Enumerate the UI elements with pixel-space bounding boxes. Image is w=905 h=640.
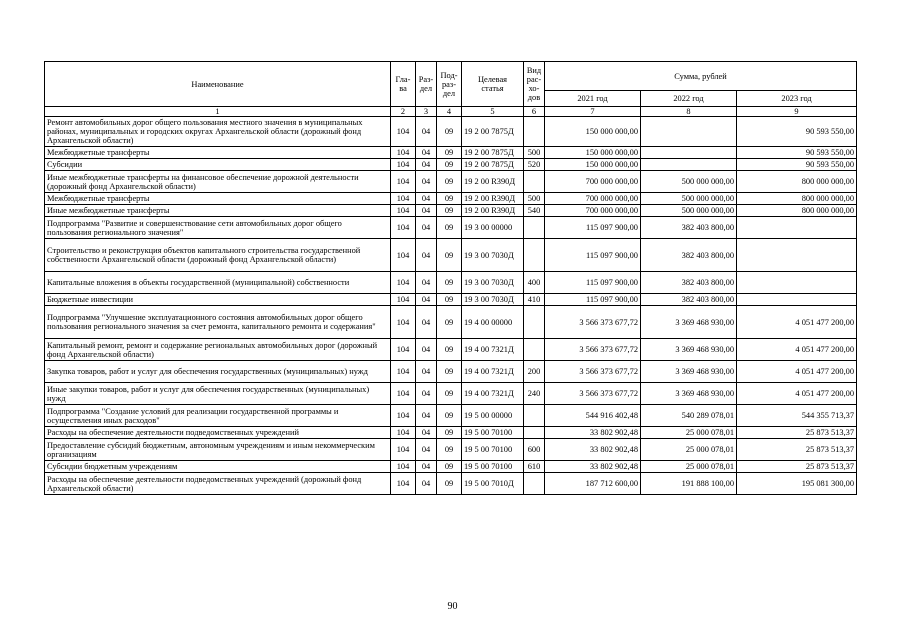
column-number: 5: [462, 107, 524, 117]
row-amount-2021: 3 566 373 677,72: [545, 339, 641, 361]
row-vid: [524, 117, 545, 147]
row-name: Подпрограмма "Развитие и совершенствование сети автомобильных дорог общего пользования регионального значения": [45, 217, 391, 239]
row-glava: 104: [391, 361, 416, 383]
row-name: Субсидии: [45, 159, 391, 171]
row-razdel: 04: [416, 193, 437, 205]
row-glava: 104: [391, 239, 416, 272]
header-glava: Гла- ва: [391, 62, 416, 107]
row-amount-2021: 115 097 900,00: [545, 294, 641, 306]
row-podrazdel: 09: [437, 117, 462, 147]
row-vid: 410: [524, 294, 545, 306]
row-vid: [524, 427, 545, 439]
row-glava: 104: [391, 405, 416, 427]
row-vid: [524, 405, 545, 427]
table-row: [45, 339, 857, 361]
row-vid: 200: [524, 361, 545, 383]
row-amount-2023: 4 051 477 200,00: [737, 361, 857, 383]
row-vid: 400: [524, 272, 545, 294]
row-amount-2023: 90 593 550,00: [737, 147, 857, 159]
row-glava: 104: [391, 294, 416, 306]
row-amount-2023: 90 593 550,00: [737, 159, 857, 171]
row-amount-2021: 150 000 000,00: [545, 117, 641, 147]
row-vid: [524, 473, 545, 495]
row-razdel: 04: [416, 439, 437, 461]
row-amount-2022: 382 403 800,00: [641, 272, 737, 294]
row-amount-2022: 3 369 468 930,00: [641, 306, 737, 339]
row-name: Расходы на обеспечение деятельности подведомственных учреждений (дорожный фонд Архангельской области): [45, 473, 391, 495]
row-amount-2022: 3 369 468 930,00: [641, 361, 737, 383]
row-amount-2023: 800 000 000,00: [737, 193, 857, 205]
row-target: 19 2 00 7875Д: [462, 159, 524, 171]
row-podrazdel: 09: [437, 171, 462, 193]
row-amount-2022: 3 369 468 930,00: [641, 383, 737, 405]
row-podrazdel: 09: [437, 405, 462, 427]
row-amount-2021: 187 712 600,00: [545, 473, 641, 495]
row-name: Бюджетные инвестиции: [45, 294, 391, 306]
row-amount-2021: 700 000 000,00: [545, 171, 641, 193]
row-amount-2021: 3 566 373 677,72: [545, 383, 641, 405]
row-name: Ремонт автомобильных дорог общего пользования местного значения в муниципальных районах, муниципальных и городских округах Архангельской области (дорожный фонд Архангельской области): [45, 117, 391, 147]
row-razdel: 04: [416, 217, 437, 239]
table-row: [45, 361, 857, 383]
row-name: Капитальные вложения в объекты государственной (муниципальной) собственности: [45, 272, 391, 294]
row-target: 19 5 00 7010Д: [462, 473, 524, 495]
row-razdel: 04: [416, 361, 437, 383]
row-podrazdel: 09: [437, 339, 462, 361]
table-row: [45, 147, 857, 159]
header-year-2022: 2022 год: [641, 91, 737, 107]
row-amount-2022: 25 000 078,01: [641, 461, 737, 473]
table-row: [45, 159, 857, 171]
row-vid: [524, 306, 545, 339]
row-target: 19 4 00 7321Д: [462, 339, 524, 361]
row-glava: 104: [391, 383, 416, 405]
table-row: [45, 383, 857, 405]
row-name: Подпрограмма "Создание условий для реализации государственной программы и осуществления иных расходов": [45, 405, 391, 427]
row-amount-2022: 382 403 800,00: [641, 239, 737, 272]
header-sum: Сумма, рублей: [545, 62, 857, 91]
row-vid: [524, 339, 545, 361]
row-glava: 104: [391, 461, 416, 473]
row-podrazdel: 09: [437, 272, 462, 294]
row-amount-2021: 115 097 900,00: [545, 239, 641, 272]
row-razdel: 04: [416, 339, 437, 361]
row-glava: 104: [391, 427, 416, 439]
row-amount-2022: 540 289 078,01: [641, 405, 737, 427]
row-name: Расходы на обеспечение деятельности подведомственных учреждений: [45, 427, 391, 439]
table-row: [45, 473, 857, 495]
row-glava: 104: [391, 339, 416, 361]
row-vid: 610: [524, 461, 545, 473]
row-podrazdel: 09: [437, 306, 462, 339]
row-amount-2023: 800 000 000,00: [737, 205, 857, 217]
header-target: Целевая статья: [462, 62, 524, 107]
column-number: 4: [437, 107, 462, 117]
row-name: Закупка товаров, работ и услуг для обеспечения государственных (муниципальных) нужд: [45, 361, 391, 383]
row-amount-2023: [737, 239, 857, 272]
row-razdel: 04: [416, 294, 437, 306]
row-podrazdel: 09: [437, 473, 462, 495]
table-row: [45, 117, 857, 147]
row-amount-2021: 150 000 000,00: [545, 159, 641, 171]
row-target: 19 5 00 70100: [462, 439, 524, 461]
table-row: [45, 205, 857, 217]
row-amount-2022: 191 888 100,00: [641, 473, 737, 495]
row-amount-2022: [641, 147, 737, 159]
table-row: [45, 239, 857, 272]
row-name: Капитальный ремонт, ремонт и содержание региональных автомобильных дорог (дорожный фонд Архангельской области): [45, 339, 391, 361]
table-row: [45, 217, 857, 239]
row-target: 19 5 00 70100: [462, 461, 524, 473]
row-amount-2022: 3 369 468 930,00: [641, 339, 737, 361]
row-podrazdel: 09: [437, 439, 462, 461]
row-target: 19 2 00 7875Д: [462, 147, 524, 159]
row-amount-2023: 4 051 477 200,00: [737, 383, 857, 405]
column-number: 7: [545, 107, 641, 117]
row-vid: [524, 239, 545, 272]
row-name: Межбюджетные трансферты: [45, 147, 391, 159]
row-amount-2021: 115 097 900,00: [545, 217, 641, 239]
row-vid: [524, 217, 545, 239]
row-amount-2023: 4 051 477 200,00: [737, 339, 857, 361]
row-podrazdel: 09: [437, 427, 462, 439]
row-razdel: 04: [416, 117, 437, 147]
row-target: 19 4 00 00000: [462, 306, 524, 339]
row-amount-2023: 25 873 513,37: [737, 461, 857, 473]
row-razdel: 04: [416, 383, 437, 405]
row-amount-2023: [737, 217, 857, 239]
table-row: [45, 461, 857, 473]
row-name: Подпрограмма "Улучшение эксплуатационного состояния автомобильных дорог общего пользования регионального значения за счет ремонта, капитального ремонта и содержания": [45, 306, 391, 339]
row-podrazdel: 09: [437, 239, 462, 272]
row-vid: 540: [524, 205, 545, 217]
row-razdel: 04: [416, 205, 437, 217]
row-name: Иные межбюджетные трансферты на финансовое обеспечение дорожной деятельности (дорожный фонд Архангельской области): [45, 171, 391, 193]
row-target: 19 4 00 7321Д: [462, 383, 524, 405]
row-name: Иные межбюджетные трансферты: [45, 205, 391, 217]
column-number: 3: [416, 107, 437, 117]
header-razdel: Раз- дел: [416, 62, 437, 107]
row-razdel: 04: [416, 159, 437, 171]
row-vid: 500: [524, 193, 545, 205]
table-row: [45, 272, 857, 294]
row-vid: 240: [524, 383, 545, 405]
row-amount-2021: 150 000 000,00: [545, 147, 641, 159]
row-amount-2022: 500 000 000,00: [641, 171, 737, 193]
header-year-2023: 2023 год: [737, 91, 857, 107]
row-podrazdel: 09: [437, 361, 462, 383]
row-target: 19 5 00 00000: [462, 405, 524, 427]
row-glava: 104: [391, 205, 416, 217]
row-amount-2021: 33 802 902,48: [545, 427, 641, 439]
table-body: [45, 117, 857, 495]
row-amount-2023: 25 873 513,37: [737, 439, 857, 461]
row-amount-2023: 4 051 477 200,00: [737, 306, 857, 339]
row-vid: [524, 171, 545, 193]
row-razdel: 04: [416, 239, 437, 272]
row-target: 19 2 00 R390Д: [462, 171, 524, 193]
row-amount-2021: 115 097 900,00: [545, 272, 641, 294]
row-amount-2023: [737, 294, 857, 306]
column-number: 2: [391, 107, 416, 117]
row-vid: 600: [524, 439, 545, 461]
column-number: 9: [737, 107, 857, 117]
row-target: 19 2 00 R390Д: [462, 193, 524, 205]
row-glava: 104: [391, 147, 416, 159]
header-name: Наименование: [45, 62, 391, 107]
row-amount-2021: 3 566 373 677,72: [545, 306, 641, 339]
table-row: [45, 439, 857, 461]
table-row: [45, 193, 857, 205]
row-podrazdel: 09: [437, 147, 462, 159]
row-razdel: 04: [416, 306, 437, 339]
row-amount-2021: 33 802 902,48: [545, 461, 641, 473]
row-name: Строительство и реконструкция объектов капитального строительства государственной собственности Архангельской области (дорожный фонд Архангельской области): [45, 239, 391, 272]
row-amount-2021: 700 000 000,00: [545, 193, 641, 205]
row-razdel: 04: [416, 272, 437, 294]
row-amount-2022: 25 000 078,01: [641, 427, 737, 439]
row-podrazdel: 09: [437, 217, 462, 239]
row-razdel: 04: [416, 461, 437, 473]
row-amount-2022: 500 000 000,00: [641, 205, 737, 217]
header-vid: Вид рас- хо- дов: [524, 62, 545, 107]
row-target: 19 3 00 7030Д: [462, 239, 524, 272]
row-glava: 104: [391, 439, 416, 461]
row-name: Предоставление субсидий бюджетным, автономным учреждениям и иным некоммерческим организациям: [45, 439, 391, 461]
row-glava: 104: [391, 171, 416, 193]
table-row: [45, 294, 857, 306]
row-glava: 104: [391, 306, 416, 339]
row-amount-2022: 500 000 000,00: [641, 193, 737, 205]
row-podrazdel: 09: [437, 205, 462, 217]
row-target: 19 2 00 7875Д: [462, 117, 524, 147]
header-year-2021: 2021 год: [545, 91, 641, 107]
row-name: Межбюджетные трансферты: [45, 193, 391, 205]
row-amount-2022: [641, 159, 737, 171]
row-name: Субсидии бюджетным учреждениям: [45, 461, 391, 473]
column-number: 1: [45, 107, 391, 117]
row-razdel: 04: [416, 171, 437, 193]
table-row: [45, 427, 857, 439]
row-target: 19 3 00 00000: [462, 217, 524, 239]
row-vid: 500: [524, 147, 545, 159]
row-vid: 520: [524, 159, 545, 171]
row-podrazdel: 09: [437, 383, 462, 405]
row-amount-2023: [737, 272, 857, 294]
row-glava: 104: [391, 473, 416, 495]
table-row: [45, 171, 857, 193]
column-number: 6: [524, 107, 545, 117]
row-target: 19 3 00 7030Д: [462, 272, 524, 294]
column-number-row: [45, 107, 857, 117]
row-name: Иные закупки товаров, работ и услуг для обеспечения государственных (муниципальных) нужд: [45, 383, 391, 405]
table-row: [45, 306, 857, 339]
row-glava: 104: [391, 193, 416, 205]
row-razdel: 04: [416, 473, 437, 495]
header-podrazdel: Под- раз- дел: [437, 62, 462, 107]
row-razdel: 04: [416, 427, 437, 439]
table-row: [45, 405, 857, 427]
row-amount-2023: 544 355 713,37: [737, 405, 857, 427]
row-podrazdel: 09: [437, 294, 462, 306]
row-glava: 104: [391, 272, 416, 294]
budget-table: [44, 61, 857, 495]
row-amount-2022: [641, 117, 737, 147]
row-podrazdel: 09: [437, 461, 462, 473]
row-razdel: 04: [416, 147, 437, 159]
row-target: 19 5 00 70100: [462, 427, 524, 439]
row-amount-2023: 195 081 300,00: [737, 473, 857, 495]
row-target: 19 2 00 R390Д: [462, 205, 524, 217]
row-glava: 104: [391, 217, 416, 239]
row-amount-2021: 544 916 402,48: [545, 405, 641, 427]
page-number: 90: [447, 601, 458, 612]
column-number: 8: [641, 107, 737, 117]
row-podrazdel: 09: [437, 159, 462, 171]
row-amount-2021: 3 566 373 677,72: [545, 361, 641, 383]
row-target: 19 4 00 7321Д: [462, 361, 524, 383]
row-razdel: 04: [416, 405, 437, 427]
row-target: 19 3 00 7030Д: [462, 294, 524, 306]
row-amount-2022: 382 403 800,00: [641, 294, 737, 306]
row-amount-2022: 25 000 078,01: [641, 439, 737, 461]
row-podrazdel: 09: [437, 193, 462, 205]
row-amount-2021: 700 000 000,00: [545, 205, 641, 217]
row-amount-2023: 25 873 513,37: [737, 427, 857, 439]
row-glava: 104: [391, 117, 416, 147]
row-amount-2021: 33 802 902,48: [545, 439, 641, 461]
row-amount-2022: 382 403 800,00: [641, 217, 737, 239]
row-glava: 104: [391, 159, 416, 171]
row-amount-2023: 90 593 550,00: [737, 117, 857, 147]
row-amount-2023: 800 000 000,00: [737, 171, 857, 193]
